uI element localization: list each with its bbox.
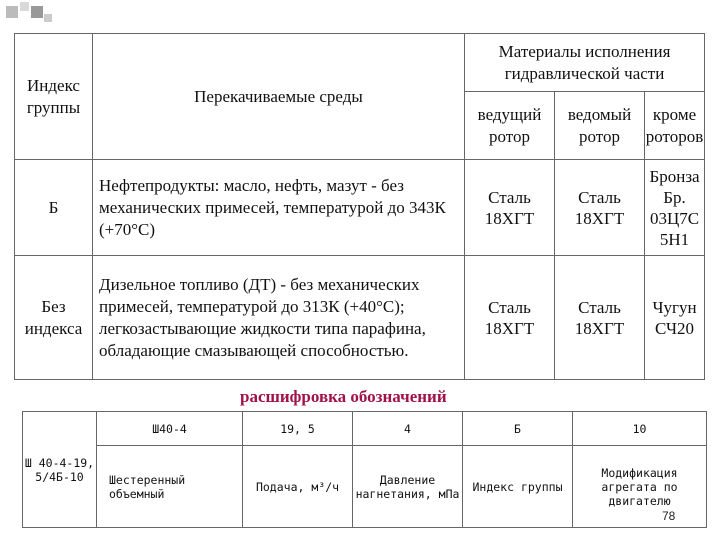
decor-square — [20, 2, 29, 11]
drive-rotor-header: ведущий ротор — [465, 92, 555, 160]
group-cell: Б — [15, 160, 93, 256]
decor-square — [31, 6, 43, 18]
code-part: 10 — [573, 412, 707, 446]
decor-square — [6, 6, 18, 18]
driven-rotor-header: ведомый ротор — [555, 92, 645, 160]
materials-table — [14, 33, 705, 380]
table-row — [15, 160, 705, 256]
other-material-cell: Чугун СЧ20 — [645, 256, 705, 380]
drive-rotor-cell: Сталь 18ХГТ — [465, 256, 555, 380]
group-cell: Без индекса — [15, 256, 93, 380]
materials-header: Материалы исполнения гидравлической части — [465, 34, 705, 92]
media-cell: Нефтепродукты: масло, нефть, мазут - без механических примесей, температурой до 343К (+70°С) — [93, 160, 465, 256]
except-rotors-header: кроме роторов — [645, 92, 705, 160]
other-material-cell: Бронза Бр. 03Ц7С 5Н1 — [645, 160, 705, 256]
table-row — [15, 256, 705, 380]
media-header: Перекачиваемые среды — [93, 34, 465, 160]
code-description: Шестеренный объемный — [97, 446, 243, 528]
code-part: Ш40-4 — [97, 412, 243, 446]
code-part: 4 — [353, 412, 463, 446]
drive-rotor-cell: Сталь 18ХГТ — [465, 160, 555, 256]
page-number: 78 — [662, 509, 676, 523]
code-description: Модификация агрегата по двигателю — [573, 446, 707, 528]
decor-square — [44, 14, 52, 22]
code-description: Индекс группы — [463, 446, 573, 528]
legend-title: расшифровка обозначений — [240, 387, 447, 406]
model-code: Ш 40-4-19, 5/4Б-10 — [23, 412, 97, 528]
decoding-table — [22, 411, 707, 528]
driven-rotor-cell: Сталь 18ХГТ — [555, 160, 645, 256]
code-description: Подача, м³/ч — [243, 446, 353, 528]
driven-rotor-cell: Сталь 18ХГТ — [555, 256, 645, 380]
code-part: Б — [463, 412, 573, 446]
group-index-header: Индекс группы — [15, 34, 93, 160]
code-description: Давление нагнетания, мПа — [353, 446, 463, 528]
media-cell: Дизельное топливо (ДТ) - без механических примесей, температурой до 313К (+40°С); легкозастывающие жидкости типа парафина, обладающие смазывающей способностью. — [93, 256, 465, 380]
code-part: 19, 5 — [243, 412, 353, 446]
